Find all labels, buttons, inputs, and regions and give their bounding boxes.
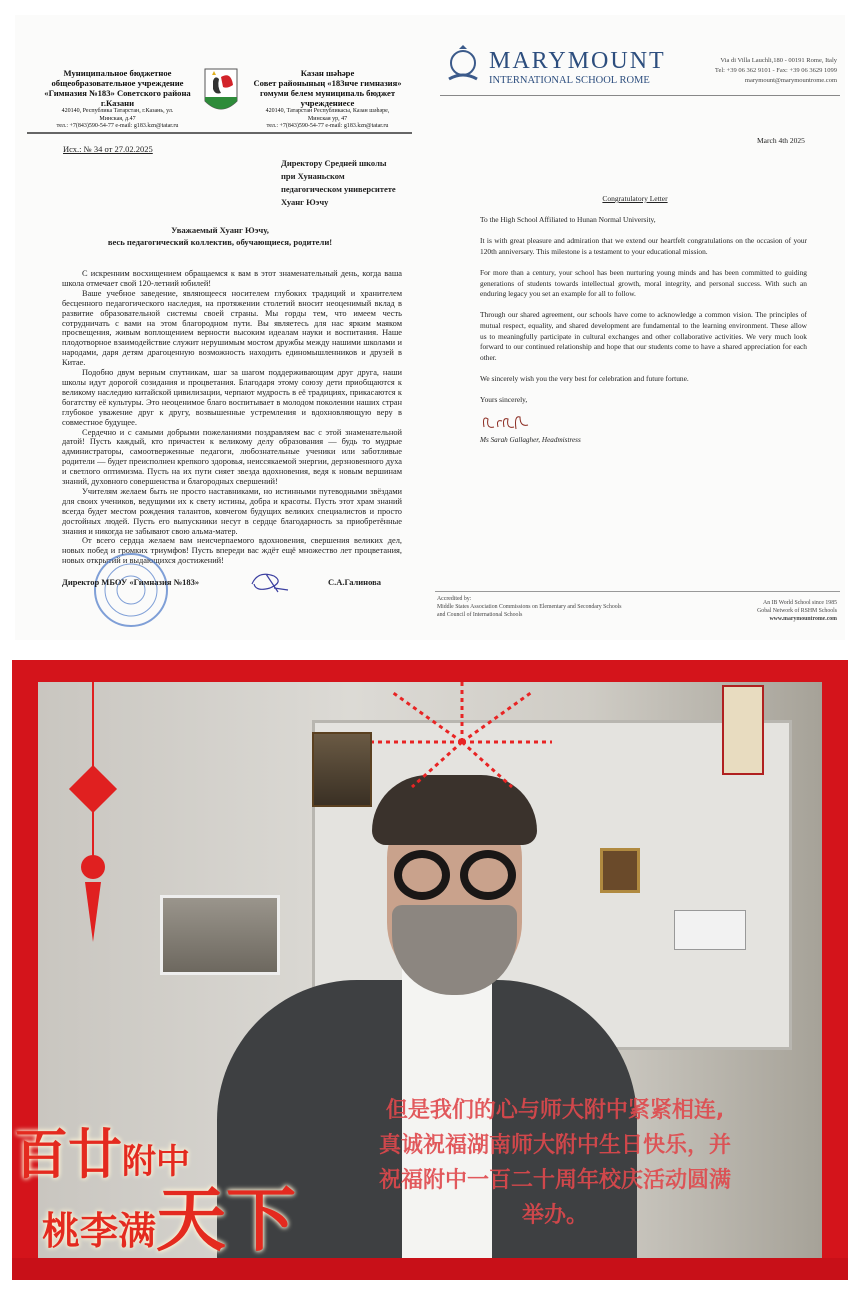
address-line: Via di Villa Lauchli,180 - 00191 Rome, Italy [720,57,837,64]
signatory: Ms Sarah Gallagher, Headmistress [480,436,581,444]
address-line: Минская, д.47 [99,115,136,122]
address-line: 420140, Татарстан Республикасы, Казан шәһәре, [265,108,390,114]
chinese-knot-decoration-icon [38,682,148,962]
footer-divider [435,591,840,592]
school-address [715,56,837,86]
signature-icon [248,568,292,596]
paragraph: Учителям желаем быть не просто наставниками, но истинными путеводными звёздами для своих учеников, ведущими их к свету истины, добра и красоты. Пусть этот храм знаний всегда будет местом рождения талантов, ковчегом будущих великих специалистов и просто достойных людей. Пусть его выпускники несут в сердце благодарность за приобретённые знания и никогда не забывают свою альма-матер. [62,486,402,536]
logo-name: MARYMOUNT [489,48,666,74]
subtitle-line: 但是我们的心与师大附中紧紧相连, [385,1098,725,1123]
video-subtitle [330,1093,780,1233]
footer-line: Accredited by: [437,596,472,602]
address-line: 420140, Республика Татарстан, г.Казань, ул. [61,108,174,114]
letter-body [480,215,807,416]
logo-subtitle: INTERNATIONAL SCHOOL ROME [489,75,650,86]
firework-decoration-icon [332,682,592,792]
addressee-line: педагогическом университете [281,184,396,194]
addressee [281,157,396,209]
footer-line: Middle States Association Commissions on Elementary and Secondary Schools [437,604,622,610]
address-line: тел.: +7(843)590-54-77 e-mail: g183.kzn@tatar.ru [56,123,179,129]
address-line: Tel: +39 06 362 9101 - Fax: +39 06 3629 1099 [714,67,837,74]
footer-line: An IB World School since 1985 [763,600,837,606]
handwritten-signature-icon [480,413,550,433]
footer-line: and Council of International Schools [437,612,523,618]
street-photo [160,895,280,975]
letter-title: Congratulatory Letter [602,194,668,203]
paragraph: We sincerely wish you the very best for celebration and future fortune. [480,373,689,383]
marymount-crest-icon [443,45,483,85]
wall-calendar [722,685,764,775]
header-line: г.Казани [100,98,135,108]
banner-text-big: 天下 [156,1179,297,1261]
addressee-line: Хуанг Юэчу [281,197,329,207]
header-line: Казан шәһәре [300,68,355,78]
letter-date: March 4th 2025 [757,136,805,145]
postcard [674,910,746,950]
paragraph: Сердечно и с самыми добрыми пожеланиями поздравляем вас с этой знаменательной датой! Пусть каждый, кто причастен к великому делу образования — будь то мудрые администраторы, самоотверженные педагоги, любознательные ученики или заботливые родители — будет преисполнен крепкого здоровья, неиссякаемой энергии, дерзновенного духа и светлого оптимизма. Пусть на их пути сияет звезда вдохновения, ведя к новым вершинам знаний, духовного совершенства и благородных свершений! [62,427,402,487]
russian-letter [15,15,425,640]
banner-line-2 [42,1180,296,1279]
address-line: тел.: +7(843)590-54-77 e-mail: g183.kzn@tatar.ru [266,123,389,129]
header-line: Совет районының «183нче гимназия» [253,78,402,88]
glasses-left-lens [394,850,450,900]
header-divider [27,132,412,134]
address-line: Минская ур, 47 [307,115,348,122]
footer-info [757,599,837,623]
video-frame[interactable] [12,660,848,1280]
footer-accreditation [437,595,622,619]
header-line: гомуми белем муниципаль бюджет [259,88,396,98]
salutation-line: весь педагогический коллектив, обучающиеся, родители! [107,237,333,247]
subtitle-line: 举办。 [521,1203,588,1228]
salutation-line: Уважаемый Хуанг Юэчу, [171,225,269,235]
banner-text-small: 桃李满 [42,1209,157,1253]
subtitle-line: 真诚祝福湖南师大附中生日快乐，并 [378,1133,731,1158]
left-header [35,68,200,131]
right-header [240,68,415,131]
addressee-line: при Хунаньском [281,171,345,181]
header-line: общеобразовательное учреждение [51,78,184,88]
paragraph: It is with great pleasure and admiration that we extend our heartfelt congratulations on the occasion of your 120th anniversary. This milestone is a testament to your educational mission. [480,236,807,256]
signature-title: Директор МБОУ «Гимназия №183» [62,577,200,587]
paragraph: С искренним восхищением обращаемся к вам в этот знаменательный день, когда ваша школа отмечает свой 120-летний юбилей! [62,269,402,288]
letter-body [62,269,402,566]
paragraph: Through our shared agreement, our schools have come to acknowledge a common vision. The principles of mutual respect, equality, and shared development are fundamental to the learning environment. These allow us to meaningfully participate in cultural exchanges and other collaborative activities. We very much look forward to our continued relationship and hope that our students come to have a shared appreciation for each other. [480,310,807,362]
signature-name: С.А.Галинова [328,577,381,587]
paragraph: Ваше учебное заведение, являющееся носителем глубоких традиций и хранителем бесценного педагогического наследия, на протяжении столетий вносит неоценимый вклад в развитие образовательной системы своей страны. Мы горды тем, что имеем честь сотрудничать с вами на этом благородном пути. Вы являетесь для нас ярким маяком просвещения, живым воплощением верности высоким идеалам науки и воспитания. Наше плодотворное взаимодействие служит нерушимым мостом дружбы между нашими школами и народами, даря детям драгоценную возможность находить единомышленников и друзей в Китае. [62,288,402,368]
paragraph: For more than a century, your school has been nurturing young minds and has been committed to guiding generations of students towards intellectual growth, moral integrity, and personal success. With such an enduring legacy you set an example for all to follow. [480,267,807,299]
english-letter [425,15,845,640]
addressee-line: Директору Средней школы [281,158,387,168]
subtitle-line: 祝福附中一百二十周年校庆活动圆满 [378,1168,731,1193]
footer-website: www.marymountrome.com [769,616,837,622]
header-line: учреждениесе [300,98,355,108]
banner-text-small: 附中 [122,1142,190,1182]
header-line: «Гимназия №183» Советского района [44,88,191,98]
paragraph: Подобно двум верным спутникам, шаг за шагом поддерживающим друг друга, наши школы идут дорогой созидания и процветания. Благодаря этому союзу дети приобщаются к великому наследию китайской цивилизации, черпают мудрость в её традициях, прикасаются к богатству её культуры. Это неоценимое благо воспитывает в молодом поколении наших стран глубокое уважение друг к другу, возвышенные устремления и вдохновляющую веру в совместное будущее. [62,368,402,427]
glasses-right-lens [460,850,516,900]
footer-line: Gobal Network of RSHM Schools [757,608,837,614]
header-divider [440,95,840,96]
salutation [15,224,425,248]
small-painting [600,848,640,893]
salutation: To the High School Affiliated to Hunan Normal University, [480,215,656,224]
reference-number: Исх.: № 34 от 27.02.2025 [63,144,153,154]
official-stamp-icon [93,552,169,628]
closing: Yours sincerely, [480,395,528,405]
kazan-coat-of-arms-icon [203,67,239,117]
header-line: Муниципальное бюджетное [63,68,172,78]
paragraph: От всего сердца желаем вам неисчерпаемого вдохновения, свершения великих дел, новых побед и громких триумфов! Пусть впереди вас ждёт ещё множество лет процветания, новых открытий и выдающихся достижений! [62,536,402,566]
address-line: marymount@marymountrome.com [744,77,837,84]
banner-text-big: 百廿 [14,1123,122,1186]
